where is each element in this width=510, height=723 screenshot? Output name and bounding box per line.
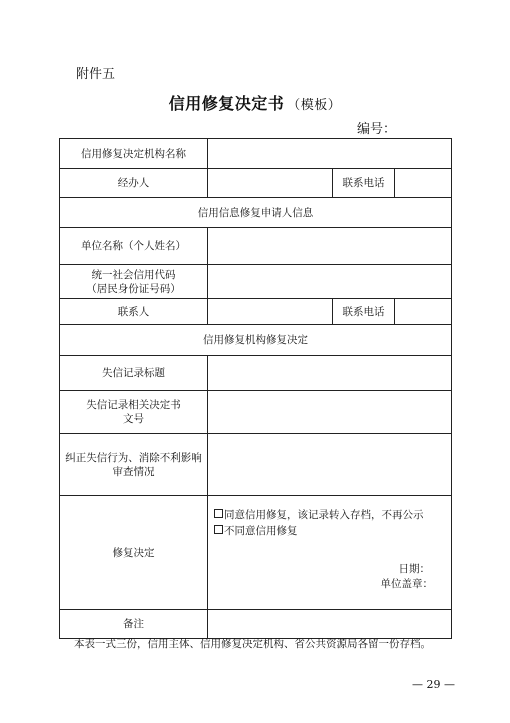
credit-code-label-line2: （居民身份证号码）	[86, 282, 181, 295]
form-row	[60, 496, 452, 610]
applicant-section-header: 信用信息修复申请人信息	[60, 198, 452, 228]
credit-code-field[interactable]	[208, 265, 452, 299]
form-row	[60, 265, 452, 299]
form-row	[60, 391, 452, 434]
contact-field[interactable]	[208, 299, 333, 325]
option-agree[interactable]	[214, 508, 447, 522]
form-row	[60, 228, 452, 265]
seal-label: 单位盖章：	[380, 578, 433, 590]
decision-doc-label-line1: 失信记录相关决定书	[86, 399, 181, 411]
review-label	[60, 434, 208, 496]
date-label: 日期：	[398, 563, 430, 575]
phone-label: 联系电话	[333, 299, 395, 325]
decision-doc-label-line2: 文号	[123, 413, 144, 425]
signature-block	[381, 562, 434, 592]
remarks-field[interactable]	[208, 610, 452, 639]
option-disagree[interactable]	[214, 524, 447, 538]
title-subtitle: （模板）	[287, 98, 342, 113]
credit-code-label	[60, 265, 208, 299]
footer-note: 本表一式三份，信用主体、信用修复决定机构、省公共资源局各留一份存档。	[74, 638, 431, 650]
form-row	[60, 139, 452, 169]
form-row	[60, 169, 452, 198]
form-row	[60, 299, 452, 325]
unit-name-field[interactable]	[208, 228, 452, 265]
form-row	[60, 356, 452, 391]
review-label-line1: 纠正失信行为、消除不利影响	[65, 451, 202, 464]
option-disagree-label: 不同意信用修复	[224, 525, 298, 537]
handler-phone-field[interactable]	[395, 169, 452, 198]
checkbox-icon[interactable]	[214, 525, 223, 534]
agency-name-label: 信用修复决定机构名称	[60, 139, 208, 169]
checkbox-icon[interactable]	[214, 509, 223, 518]
form-row	[60, 434, 452, 496]
decision-doc-label	[60, 391, 208, 434]
review-label-line2: 审查情况	[112, 465, 155, 478]
contact-phone-field[interactable]	[395, 299, 452, 325]
document-title	[0, 91, 510, 114]
doc-number-label: 编号：	[357, 122, 397, 137]
title-text: 信用修复决定书	[168, 94, 285, 113]
decision-doc-field[interactable]	[208, 391, 452, 434]
form-row	[60, 198, 452, 228]
repair-decision-field	[208, 496, 452, 610]
attachment-label: 附件五	[76, 67, 116, 82]
form-row	[60, 325, 452, 356]
handler-label: 经办人	[60, 169, 208, 198]
record-title-field[interactable]	[208, 356, 452, 391]
credit-repair-form	[59, 138, 452, 639]
handler-field[interactable]	[208, 169, 333, 198]
form-row	[60, 610, 452, 639]
credit-code-label-line1: 统一社会信用代码	[91, 268, 176, 281]
phone-label: 联系电话	[333, 169, 395, 198]
repair-decision-label: 修复决定	[60, 496, 208, 610]
decision-section-header: 信用修复机构修复决定	[60, 325, 452, 356]
unit-name-label: 单位名称（个人姓名）	[60, 228, 208, 265]
page-number: — 29 —	[412, 678, 455, 691]
review-field[interactable]	[208, 434, 452, 496]
option-agree-label: 同意信用修复，该记录转入存档，不再公示	[224, 509, 424, 521]
contact-label: 联系人	[60, 299, 208, 325]
agency-name-field[interactable]	[208, 139, 452, 169]
record-title-label: 失信记录标题	[60, 356, 208, 391]
remarks-label: 备注	[60, 610, 208, 639]
